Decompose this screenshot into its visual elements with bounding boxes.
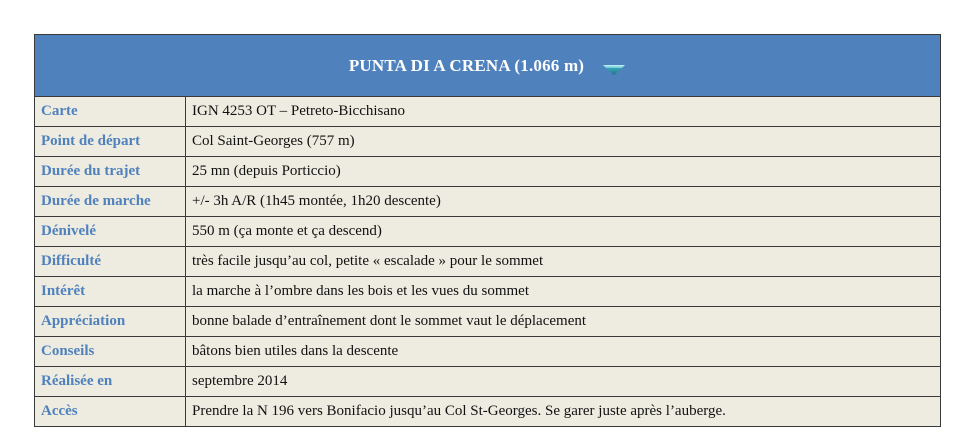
table-row [35, 307, 940, 337]
row-value: la marche à l’ombre dans les bois et les vues du sommet [186, 277, 941, 307]
row-label: Intérêt [35, 277, 186, 307]
row-label: Conseils [35, 337, 186, 367]
row-value: Col Saint-Georges (757 m) [186, 127, 941, 157]
row-value: très facile jusqu’au col, petite « escalade » pour le sommet [186, 247, 941, 277]
row-label: Appréciation [35, 307, 186, 337]
row-label: Difficulté [35, 247, 186, 277]
table-row [35, 397, 940, 427]
row-value: 550 m (ça monte et ça descend) [186, 217, 941, 247]
table-row [35, 127, 940, 157]
row-label: Réalisée en [35, 367, 186, 397]
row-label: Carte [35, 97, 186, 127]
row-value: +/- 3h A/R (1h45 montée, 1h20 descente) [186, 187, 941, 217]
table-row [35, 97, 940, 127]
row-label: Dénivelé [35, 217, 186, 247]
hike-title: PUNTA DI A CRENA (1.066 m) [348, 55, 585, 75]
row-value: bâtons bien utiles dans la descente [186, 337, 941, 367]
table-row [35, 217, 940, 247]
row-label: Point de départ [35, 127, 186, 157]
row-label: Durée de marche [35, 187, 186, 217]
row-value: 25 mn (depuis Porticcio) [186, 157, 941, 187]
row-value: IGN 4253 OT – Petreto-Bicchisano [186, 97, 941, 127]
table-header [35, 35, 940, 97]
row-value: septembre 2014 [186, 367, 941, 397]
hike-info-table [34, 34, 941, 427]
table-row [35, 247, 940, 277]
row-label: Durée du trajet [35, 157, 186, 187]
table-row [35, 277, 940, 307]
details-table [35, 97, 940, 426]
row-label: Accès [35, 397, 186, 427]
table-row [35, 157, 940, 187]
table-row [35, 187, 940, 217]
row-value: Prendre la N 196 vers Bonifacio jusqu’au Col St-Georges. Se garer juste après l’auberge. [186, 397, 941, 427]
chevron-down-icon[interactable] [602, 61, 626, 75]
table-row [35, 367, 940, 397]
row-value: bonne balade d’entraînement dont le sommet vaut le déplacement [186, 307, 941, 337]
table-row [35, 337, 940, 367]
